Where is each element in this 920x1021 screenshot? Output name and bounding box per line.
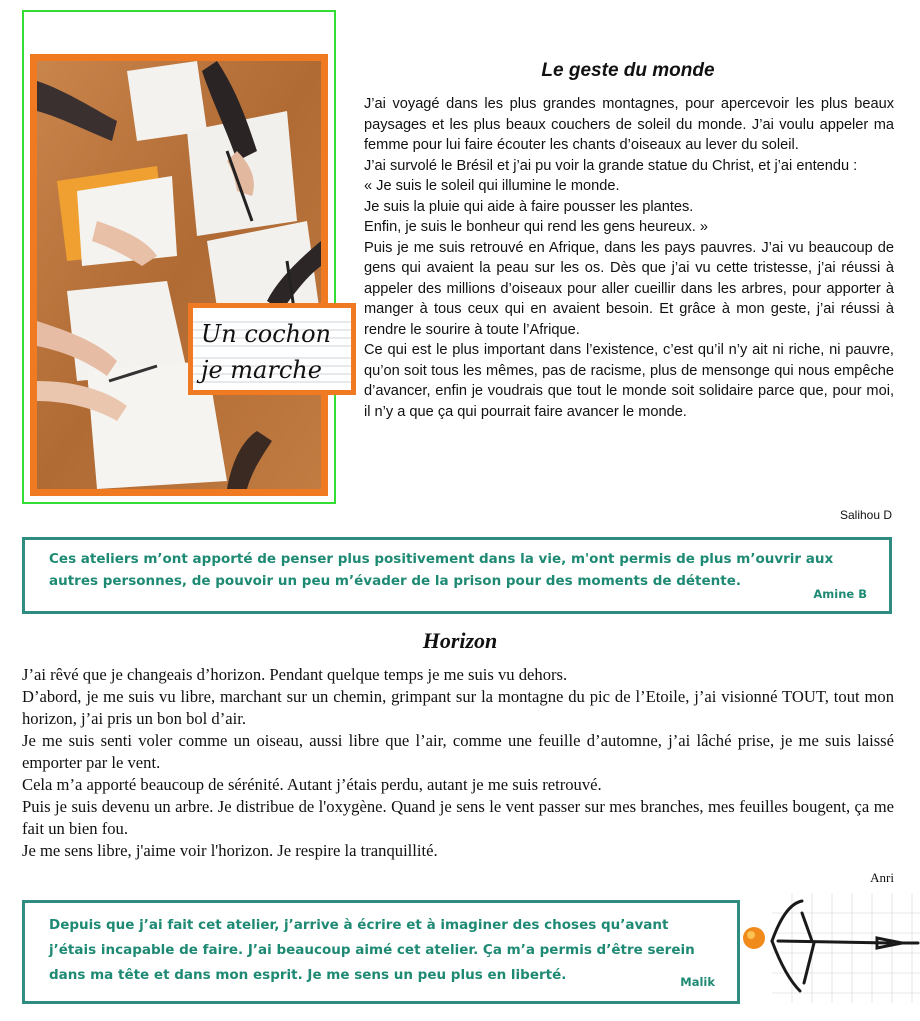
article1-paragraph: J’ai survolé le Brésil et j’ai pu voir la grande statue du Christ, et j’ai entendu :	[364, 157, 858, 174]
handwriting-inset-illustration	[193, 308, 351, 390]
article2-body	[22, 664, 894, 862]
handwriting-inset	[188, 303, 356, 395]
article2-paragraph: Puis je suis devenu un arbre. Je distribue de l'oxygène. Quand je sens le vent passer sur mes branches, mes feuilles bougent, ça me fait un bien fou.	[22, 797, 894, 838]
article2-paragraph: D’abord, je me suis vu libre, marchant sur un chemin, grimpant sur la montagne du pic de l’Etoile, j’ai visionné TOUT, tout mon horizon, j’ai pris un bon bol d’air.	[22, 687, 894, 728]
article2-title: Horizon	[422, 628, 498, 653]
article2-paragraph: Cela m’a apporté beaucoup de sérénité. Autant j’étais perdu, autant je me suis retrouvé.	[22, 775, 602, 794]
article1-paragraph: Enfin, je suis le bonheur qui rend les gens heureux. »	[364, 219, 708, 235]
testimonial-box-1	[22, 537, 892, 614]
handwriting-line1: Un cochon	[201, 320, 332, 348]
testimonial-box-2	[22, 900, 740, 1004]
workshop-photo-illustration	[37, 61, 321, 489]
article1-paragraph: Ce qui est le plus important dans l’existence, c’est qu’il n’y ait ni riche, ni pauvre, qu’on soit tous les mêmes, pas de racisme, plus de mensonge qui nous empêche d’avancer, enfin je voudrais que tout le monde soit solidaire parce que, pour moi, il n’y a que ça qui pourrait faire avancer le monde.	[364, 342, 894, 420]
testimonial-text: Ces ateliers m’ont apporté de penser plus positivement dans la vie, m'ont permis de plus m’ouvrir aux autres personnes, de pouvoir un peu m’évader de la prison pour des moments de détente.	[49, 551, 834, 589]
article1-paragraph: Puis je me suis retrouvé en Afrique, dans les pays pauvres. J’ai vu beaucoup de gens qui avaient la peau sur les os. Dès que j’ai vu cette tristesse, j’ai réussi à appeler des millions d’oiseaux pour aller cueillir dans les arbres, pour apporter à manger à tous ceux qui en avaient besoin. Et grâce à mon geste, j’ai réussi à rendre le sourire à toute l’Afrique.	[364, 239, 894, 338]
article1-paragraph: J’ai voyagé dans les plus grandes montagnes, pour apercevoir les plus beaux paysages et les plus beaux couchers de soleil du monde. J’ai voulu appeler ma femme pour lui faire écouter les chants d’oiseaux au lever du soleil.	[364, 96, 894, 153]
article2-paragraph: Je me sens libre, j'aime voir l'horizon. Je respire la tranquillité.	[22, 841, 438, 860]
workshop-photo	[30, 54, 328, 496]
article2-paragraph: J’ai rêvé que je changeais d’horizon. Pendant quelque temps je me suis vu dehors.	[22, 665, 568, 684]
article1-body	[364, 94, 894, 422]
handwriting-line2: je marche	[201, 356, 322, 384]
article1-title: Le geste du monde	[541, 60, 715, 81]
article1-paragraph: « Je suis le soleil qui illumine le monde.	[364, 178, 620, 194]
article1-paragraph: Je suis la pluie qui aide à faire pousser les plantes.	[364, 198, 694, 215]
testimonial-text: Depuis que j’ai fait cet atelier, j’arrive à écrire et à imaginer des choses qu’avant j’étais incapable de faire. J’ai beaucoup aimé cet atelier. Ça m’a permis d’être serein dans ma tête et dans mon esprit. Je me sens un peu plus en liberté.	[49, 917, 695, 983]
testimonial-author: Amine B	[813, 587, 867, 601]
testimonial-author: Malik	[680, 975, 715, 989]
article2-paragraph: Je me suis senti voler comme un oiseau, aussi libre que l’air, comme une feuille d’automne, j’ai lâché prise, je me suis laissé emporter par le vent.	[22, 731, 894, 772]
bird-sketch-illustration	[742, 893, 920, 1003]
article2-author: Anri	[870, 870, 894, 885]
bird-sketch-drawing	[742, 893, 920, 1003]
article1-author: Salihou D	[839, 508, 892, 522]
